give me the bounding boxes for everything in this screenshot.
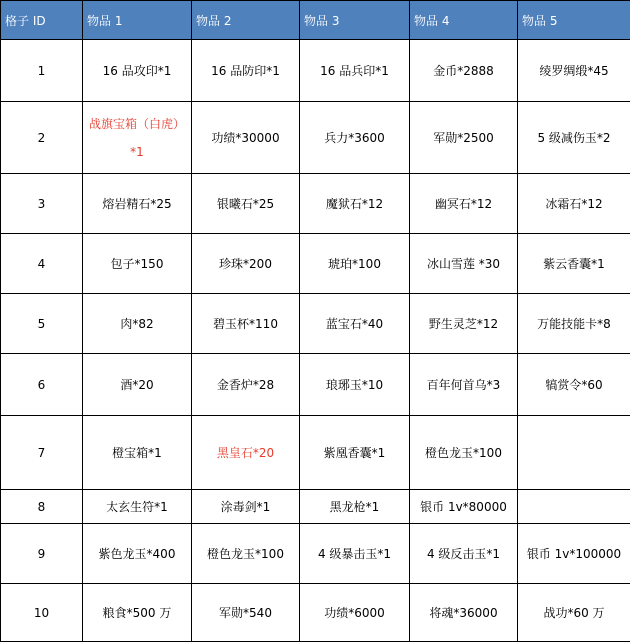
item-cell: 功绩*30000 [192,102,300,174]
item-cell: 魔狱石*12 [300,174,410,234]
item-cell: 军勋*540 [192,584,300,642]
item-cell: 16 品兵印*1 [300,40,410,102]
item-cell: 涂毒剑*1 [192,490,300,524]
table-row [1,416,630,490]
table-row [1,490,630,524]
item-cell: 黑龙枪*1 [300,490,410,524]
item-cell: 珍珠*200 [192,234,300,294]
item-cell: 酒*20 [83,354,192,416]
table-row [1,234,630,294]
table-row [1,584,630,642]
header-row [1,1,630,40]
slot-id: 8 [1,490,83,524]
item-cell: 5 级减伤玉*2 [518,102,630,174]
item-cell: 冰山雪莲 *30 [410,234,518,294]
item-cell: 橙色龙玉*100 [192,524,300,584]
slot-id: 6 [1,354,83,416]
item-cell: 万能技能卡*8 [518,294,630,354]
item-cell: 野生灵芝*12 [410,294,518,354]
item-cell: 将魂*36000 [410,584,518,642]
item-cell: 肉*82 [83,294,192,354]
item-cell: 金香炉*28 [192,354,300,416]
slot-id: 7 [1,416,83,490]
item-cell: 功绩*6000 [300,584,410,642]
item-cell: 兵力*3600 [300,102,410,174]
header-item-3: 物品 3 [300,1,410,40]
item-cell: 碧玉杯*110 [192,294,300,354]
header-item-2: 物品 2 [192,1,300,40]
header-item-5: 物品 5 [518,1,630,40]
item-cell: 百年何首乌*3 [410,354,518,416]
slot-id: 5 [1,294,83,354]
item-cell: 银币 1v*100000 [518,524,630,584]
item-cell: 4 级反击玉*1 [410,524,518,584]
item-cell: 紫凰香囊*1 [300,416,410,490]
table-row [1,354,630,416]
item-cell: 犒赏令*60 [518,354,630,416]
item-cell: 4 级暴击玉*1 [300,524,410,584]
item-cell: 粮食*500 万 [83,584,192,642]
item-cell-highlight: 战旗宝箱（白虎）*1 [83,102,192,174]
slot-id: 10 [1,584,83,642]
item-cell: 16 品防印*1 [192,40,300,102]
table-row [1,174,630,234]
header-item-1: 物品 1 [83,1,192,40]
item-cell: 橙宝箱*1 [83,416,192,490]
item-cell: 军勋*2500 [410,102,518,174]
item-cell: 银币 1v*80000 [410,490,518,524]
table-row [1,524,630,584]
table-row [1,102,630,174]
item-cell: 紫云香囊*1 [518,234,630,294]
item-cell: 金币*2888 [410,40,518,102]
item-cell: 琥珀*100 [300,234,410,294]
slot-id: 1 [1,40,83,102]
item-cell: 橙色龙玉*100 [410,416,518,490]
item-cell: 战功*60 万 [518,584,630,642]
item-cell: 银曦石*25 [192,174,300,234]
slot-id: 3 [1,174,83,234]
table-row [1,294,630,354]
header-item-4: 物品 4 [410,1,518,40]
item-cell: 蓝宝石*40 [300,294,410,354]
item-cell: 包子*150 [83,234,192,294]
item-cell: 琅琊玉*10 [300,354,410,416]
slot-id: 9 [1,524,83,584]
item-cell: 太玄生符*1 [83,490,192,524]
item-cell: 绫罗绸缎*45 [518,40,630,102]
slot-id: 2 [1,102,83,174]
item-cell: 熔岩精石*25 [83,174,192,234]
item-cell: 幽冥石*12 [410,174,518,234]
header-slot-id: 格子 ID [1,1,83,40]
item-cell: 冰霜石*12 [518,174,630,234]
item-cell [518,416,630,490]
item-cell-highlight: 黑皇石*20 [192,416,300,490]
item-cell: 紫色龙玉*400 [83,524,192,584]
table-row [1,40,630,102]
item-cell [518,490,630,524]
slot-id: 4 [1,234,83,294]
item-cell: 16 品攻印*1 [83,40,192,102]
